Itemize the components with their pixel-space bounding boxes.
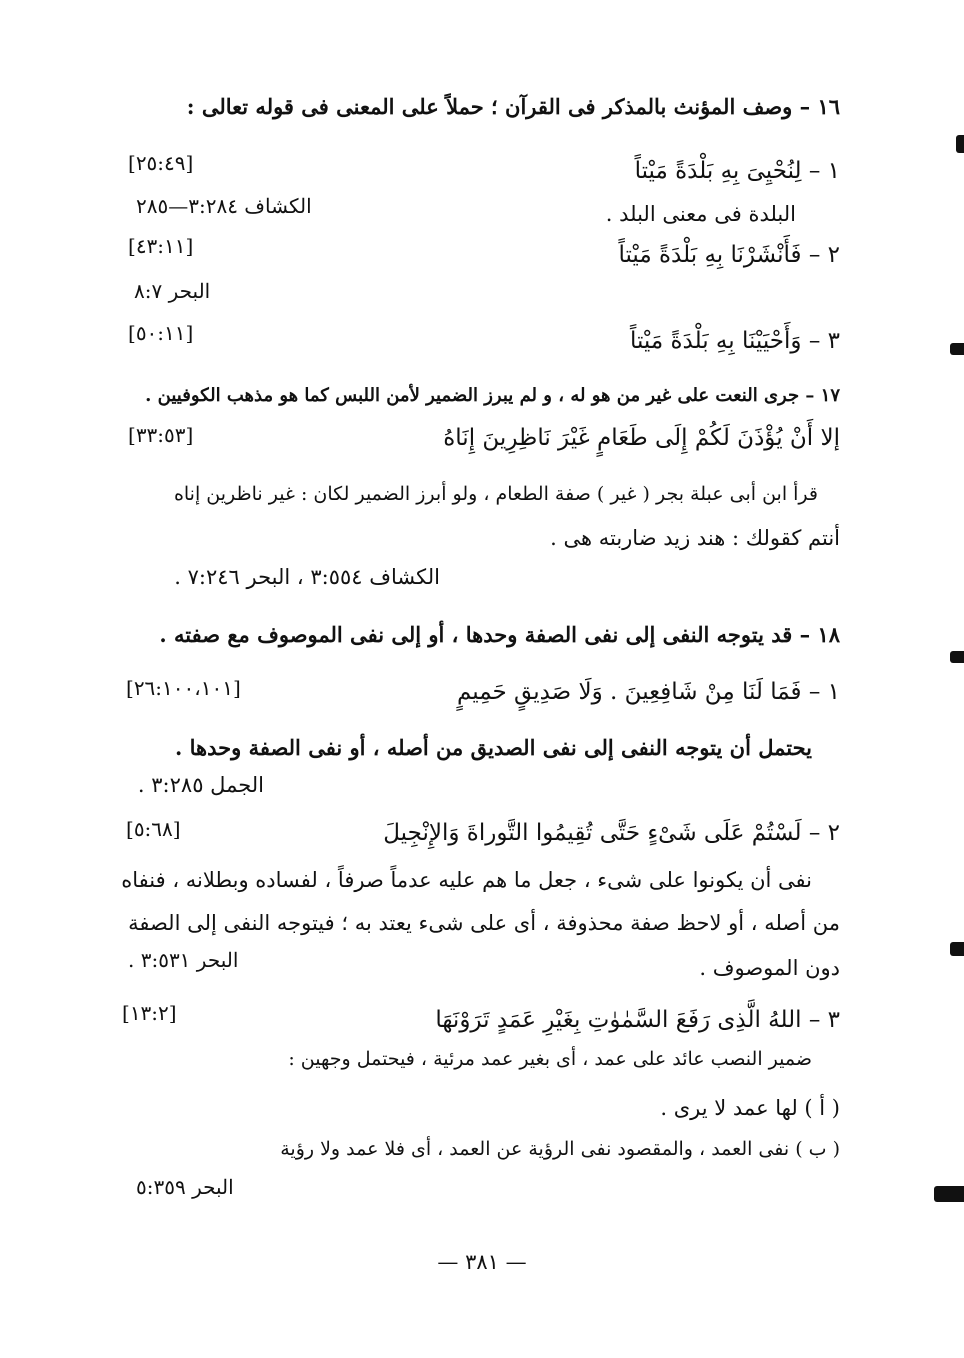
scan-mark [956, 135, 964, 153]
verse-18-1: ١ – فَمَا لَنَا مِنْ شَافِعِينَ . وَلَا صَدِيقٍ حَمِيمٍ [456, 679, 840, 705]
verse-reference: [١٣:٢] [122, 1001, 177, 1025]
explanation-text: قرأ ابن أبى عبلة بجر ( غير ) صفة الطعام ، ولو أبرز الضمير لكان : غير ناظرين إناه [173, 483, 818, 505]
scan-mark [950, 343, 964, 355]
section-16-heading: ١٦ – وصف المؤنث بالمذكر فى القرآن ؛ حملاً على المعنى فى قوله تعالى : [186, 94, 840, 119]
explanation-text: نفى أن يكونوا على شىء ، جعل ما هم عليه عدماً صرفاً ، لفساده وبطلانه ، فنفاه [121, 868, 812, 892]
verse-16-1: ١ – لِنُحْيِىَ بِهِ بَلْدَةً مَيْتاً [634, 158, 840, 184]
section-17-heading: ١٧ – جرى النعت على غير من هو له ، و لم يبرز الضمير لأمن اللبس كما هو مذهب الكوفيين . [145, 385, 840, 406]
verse-reference: [٤٣:١١] [128, 234, 194, 258]
verse-reference: [٢٥:٤٩] [128, 151, 194, 175]
explanation-text: ( ب ) نفى العمد ، والمقصود نفى الرؤية عن العمد ، أى فلا عمد ولا رؤية [280, 1138, 840, 1160]
verse-16-2: ٢ – فَأَنْشَرْنَا بِهِ بَلْدَةً مَيْتاً [618, 242, 840, 268]
section-18-heading: ١٨ – قد يتوجه النفى إلى نفى الصفة وحدها ، أو إلى نفى الموصوف مع صفته . [159, 622, 840, 647]
verse-reference: [٣٣:٥٣] [128, 423, 194, 447]
source-citation: البحر ٨:٧ [134, 279, 211, 303]
verse-18-3: ٣ – اللهُ الَّذِى رَفَعَ السَّمٰوٰتِ بِغَيْرِ عَمَدٍ تَرَوْنَهَا [435, 1007, 840, 1033]
verse-16-3: ٣ – وَأَحْيَيْنَا بِهِ بَلْدَةً مَيْتاً [629, 328, 840, 354]
source-citation: البحر ٣:٥٣١ . [128, 948, 239, 972]
explanation-text: ضمير النصب عائد على عمد ، أى بغير عمد مرئية ، فيحتمل وجهين : [288, 1048, 812, 1070]
source-citation: الجمل ٣:٢٨٥ . [137, 773, 264, 797]
verse-reference: [٥٠:١١] [128, 321, 194, 345]
explanation-text: ( أ ) لها عمد لا يرى . [660, 1096, 840, 1120]
source-citation: الكشاف ٣:٢٨٤—٢٨٥ [136, 194, 312, 218]
page-number: — ٣٨١ — [437, 1250, 527, 1274]
explanation-text: أنتم كقولك : هند زيد ضاربته هى . [550, 526, 840, 550]
source-citation: الكشاف ٣:٥٥٤ ، البحر ٧:٢٤٦ . [174, 565, 440, 589]
source-citation: البحر ٥:٣٥٩ [136, 1175, 234, 1199]
verse-reference: [٥:٦٨] [126, 817, 181, 841]
scan-mark [934, 1186, 964, 1202]
verse-18-2: ٢ – لَسْتُمْ عَلَى شَىْءٍ حَتَّى تُقِيمُوا التَّوراةَ وَالإِنْجِيلَ [383, 820, 840, 846]
scan-mark [950, 651, 964, 663]
verse-17: إلا أَنْ يُؤْذَنَ لَكُمْ إِلَى طَعَامٍ غَيْرَ نَاظِرِينَ إِنَاهُ [443, 425, 840, 451]
explanation-text: يحتمل أن يتوجه النفى إلى نفى الصديق من أصله ، أو نفى الصفة وحدها . [175, 735, 812, 760]
explanation-text: من أصله ، أو لاحظ صفة محذوفة ، أى على شىء يعتد به ؛ فيتوجه النفى إلى الصفة [128, 911, 840, 935]
explanation-text: البلدة فى معنى البلد . [605, 202, 796, 226]
verse-reference: [٢٦:١٠٠،١٠١] [126, 676, 241, 700]
scan-mark [950, 942, 964, 956]
explanation-text: دون الموصوف . [699, 956, 840, 980]
